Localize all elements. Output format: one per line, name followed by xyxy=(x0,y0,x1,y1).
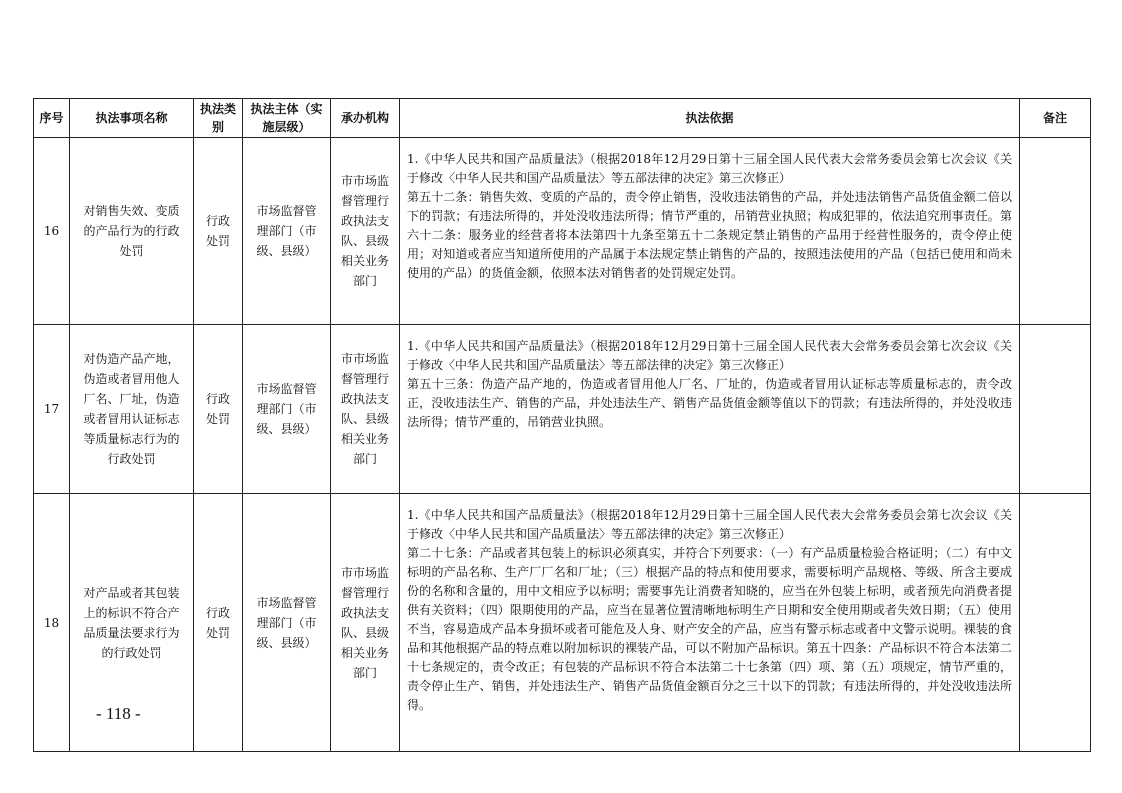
agency: 市市场监督管理行政执法支队、县级相关业务部门 xyxy=(331,325,400,494)
row-number: 17 xyxy=(34,325,70,494)
row-number: 16 xyxy=(34,138,70,325)
header-no: 序号 xyxy=(34,99,70,138)
header-category: 执法类别 xyxy=(194,99,243,138)
header-agency: 承办机构 xyxy=(331,99,400,138)
legal-basis xyxy=(400,325,1020,494)
category: 行政处罚 xyxy=(194,494,243,752)
enforcement-table xyxy=(33,98,1091,752)
legal-basis xyxy=(400,494,1020,752)
legal-basis xyxy=(400,138,1020,325)
page-number: - 118 - xyxy=(96,704,141,723)
item-name: 对伪造产品产地，伪造或者冒用他人厂名、厂址，伪造或者冒用认证标志等质量标志行为的行政处罚 xyxy=(70,325,194,494)
remark xyxy=(1020,494,1091,752)
remark xyxy=(1020,325,1091,494)
table-row xyxy=(34,325,1091,494)
subject: 市场监督管理部门（市级、县级） xyxy=(243,494,331,752)
basis-text: 1.《中华人民共和国产品质量法》（根据2018年12月29日第十三届全国人民代表大会常务委员会第七次会议《关于修改〈中华人民共和国产品质量法〉等五部法律的决定》第三次修正） 第五十二条：销售失效、变质的产品的，责令停止销售，没收违法销售的产品，并处违法销售产品货值金额二倍以下的罚款；有违法所得的，并处没收违法所得；情节严重的，吊销营业执照；构成犯罪的，依法追究刑事责任。第六十二条：服务业的经营者将本法第四十九条至第五十二条规定禁止销售的产品用于经营性服务的，责令停止使用；对知道或者应当知道所使用的产品属于本法规定禁止销售的产品的，按照违法使用的产品（包括已使用和尚未使用的产品）的货值金额，依照本法对销售者的处罚规定处罚。 xyxy=(407,152,1012,280)
item-name: 对产品或者其包装上的标识不符合产品质量法要求行为的行政处罚 xyxy=(70,494,194,752)
table-row xyxy=(34,138,1091,325)
basis-text: 1.《中华人民共和国产品质量法》（根据2018年12月29日第十三届全国人民代表大会常务委员会第七次会议《关于修改〈中华人民共和国产品质量法〉等五部法律的决定》第三次修正） 第五十三条：伪造产品产地的，伪造或者冒用他人厂名、厂址的，伪造或者冒用认证标志等质量标志的，责令改正，没收违法生产、销售的产品，并处违法生产、销售产品货值金额等值以下的罚款；有违法所得的，并处没收违法所得；情节严重的，吊销营业执照。 xyxy=(407,339,1012,429)
basis-text: 1.《中华人民共和国产品质量法》（根据2018年12月29日第十三届全国人民代表大会常务委员会第七次会议《关于修改〈中华人民共和国产品质量法〉等五部法律的决定》第三次修正） 第二十七条：产品或者其包装上的标识必须真实，并符合下列要求：（一）有产品质量检验合格证明；（二）有中文标明的产品名称、生产厂厂名和厂址；（三）根据产品的特点和使用要求，需要标明产品规格、等级、所含主要成份的名称和含量的，用中文相应予以标明；需要事先让消费者知晓的，应当在外包装上标明，或者预先向消费者提供有关资料；（四）限期使用的产品，应当在显著位置清晰地标明生产日期和安全使用期或者失效日期；（五）使用不当，容易造成产品本身损坏或者可能危及人身、财产安全的产品，应当有警示标志或者中文警示说明。裸装的食品和其他根据产品的特点难以附加标识的裸装产品，可以不附加产品标识。第五十四条：产品标识不符合本法第二十七条规定的，责令改正；有包装的产品标识不符合本法第二十七条第（四）项、第（五）项规定，情节严重的，责令停止生产、销售，并处违法生产、销售产品货值金额百分之三十以下的罚款；有违法所得的，并处没收违法所得。 xyxy=(407,508,1012,712)
header-subject: 执法主体（实施层级） xyxy=(243,99,331,138)
header-remark: 备注 xyxy=(1020,99,1091,138)
category: 行政处罚 xyxy=(194,138,243,325)
remark xyxy=(1020,138,1091,325)
item-name: 对销售失效、变质的产品行为的行政处罚 xyxy=(70,138,194,325)
header-basis: 执法依据 xyxy=(400,99,1020,138)
table-row xyxy=(34,494,1091,752)
subject: 市场监督管理部门（市级、县级） xyxy=(243,138,331,325)
header-row xyxy=(34,99,1091,138)
row-number: 18 xyxy=(34,494,70,752)
header-item: 执法事项名称 xyxy=(70,99,194,138)
subject: 市场监督管理部门（市级、县级） xyxy=(243,325,331,494)
agency: 市市场监督管理行政执法支队、县级相关业务部门 xyxy=(331,138,400,325)
agency: 市市场监督管理行政执法支队、县级相关业务部门 xyxy=(331,494,400,752)
category: 行政处罚 xyxy=(194,325,243,494)
